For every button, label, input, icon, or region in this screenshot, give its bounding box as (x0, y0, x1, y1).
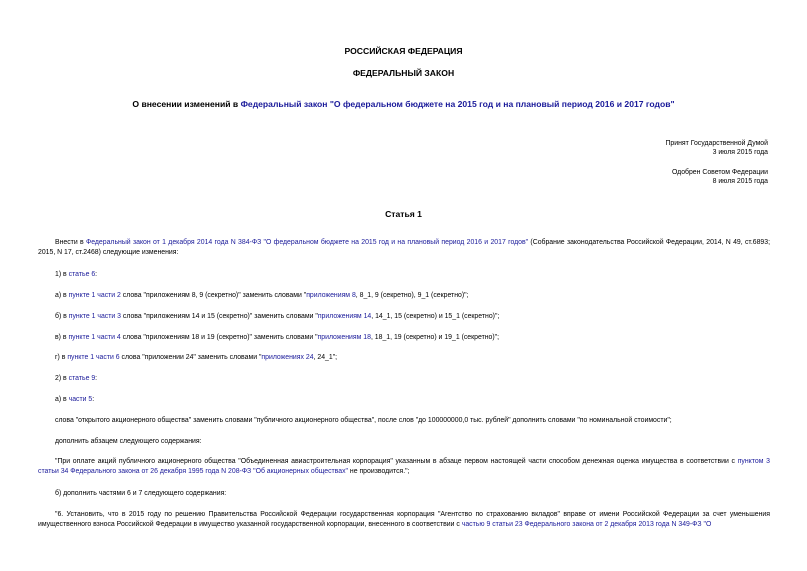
item-1b-text-2: слова "приложениям 14 и 15 (секретно)" заменить словами " (121, 313, 318, 320)
quote-paragraph-1 (38, 457, 770, 477)
intro-paragraph (38, 238, 770, 258)
item-1v-text-3: , 18_1, 19 (секретно) и 19_1 (секретно)"; (370, 334, 500, 341)
annex-24-link[interactable]: приложениях 24 (261, 354, 314, 361)
law-349-link[interactable]: частью 9 статьи 23 Федерального закона от 2 декабря 2013 года N 349-ФЗ "О (461, 521, 712, 528)
item-1g-text-3: , 24_1"; (313, 354, 338, 361)
item-1g-text-1: г) в (55, 354, 68, 361)
adopted-by-duma: Принят Государственной Думой (665, 140, 768, 147)
item-1 (55, 270, 97, 280)
item-2 (55, 374, 97, 384)
quote-paragraph-2 (38, 510, 770, 530)
item-2a (55, 395, 94, 405)
item-1g (55, 353, 337, 363)
item-1g-text-2: слова "приложении 24" заменить словами " (119, 354, 262, 361)
item-1v-text-1: в) в (55, 334, 69, 341)
item-2a-colon: : (92, 396, 95, 403)
quote-1-text-1: "При оплате акций публичного акционерного общества "Объединенная авиастроительная корпорация" указанным в абзаце первом настоящей части способом денежная оценка имущества в соответствии с (55, 458, 738, 465)
law-type-heading: ФЕДЕРАЛЬНЫЙ ЗАКОН (352, 68, 455, 78)
item-1a (55, 291, 469, 301)
item-1a-text-3: , 8_1, 9 (секретно), 9_1 (секретно)"; (355, 292, 469, 299)
intro-text-1: Внести в (55, 239, 86, 246)
item-1a-text-2: слова "приложениям 8, 9 (секретно)" заменить словами " (120, 292, 307, 299)
p1-part6-link[interactable]: пункте 1 части 6 (67, 354, 120, 361)
article-9-link[interactable]: статье 9 (68, 375, 96, 382)
item-2a-text: а) в (55, 396, 69, 403)
article-6-link[interactable]: статье 6 (68, 271, 96, 278)
item-1-colon: : (95, 271, 98, 278)
country-heading: РОССИЙСКАЯ ФЕДЕРАЦИЯ (344, 46, 463, 56)
item-1b-text-3: , 14_1, 15 (секретно) и 15_1 (секретно)"; (371, 313, 500, 320)
item-2b: б) дополнить частями 6 и 7 следующего содержания: (55, 490, 227, 497)
approved-date: 8 июля 2015 года (712, 178, 768, 185)
item-1a-text-1: а) в (55, 292, 69, 299)
item-2a-add: дополнить абзацем следующего содержания: (55, 438, 202, 445)
part-5-link[interactable]: части 5 (68, 396, 93, 403)
p1-part4-link[interactable]: пункте 1 части 4 (68, 334, 121, 341)
p1-part2-link[interactable]: пункте 1 части 2 (68, 292, 121, 299)
item-2-colon: : (95, 375, 98, 382)
adopted-date: 3 июля 2015 года (712, 149, 768, 156)
item-1-text: 1) в (55, 271, 69, 278)
amended-law-link[interactable]: Федеральный закон "О федеральном бюджете на 2015 год и на плановый период 2016 и 2017 годов" (240, 99, 675, 109)
item-1v-text-2: слова "приложениям 18 и 19 (секретно)" заменить словами " (120, 334, 318, 341)
annex-8-link[interactable]: приложениям 8 (306, 292, 356, 299)
item-1v (55, 333, 499, 343)
law-208-link[interactable]: пунктом 3 статьи 34 Федерального закона от 26 декабря 1995 года N 208-ФЗ "Об акционерных обществах" (38, 458, 770, 475)
item-1b (55, 312, 499, 322)
quote-1-text-2: не производится."; (347, 468, 410, 475)
annex-14-link[interactable]: приложениям 14 (317, 313, 372, 320)
item-2a-words: слова "открытого акционерного общества" заменить словами "публичного акционерного общества", после слов "до 100000000,0 тыс. рублей" дополнить словами "по номинальной стоимости"; (55, 417, 672, 424)
item-1b-text-1: б) в (55, 313, 69, 320)
law-title (0, 99, 807, 109)
approved-by-council: Одобрен Советом Федерации (671, 169, 768, 176)
intro-text-2: (Собрание законодательства Российской Федерации, 2014, N 49, ст.6893; 2015, N 17, ст.2468) следующие изменения: (38, 239, 770, 256)
law-384-link[interactable]: Федеральный закон от 1 декабря 2014 года N 384-ФЗ "О федеральном бюджете на 2015 год и на плановый период 2016 и 2017 годов" (85, 239, 529, 246)
quote-2-text-1: "6. Установить, что в 2015 году по решению Правительства Российской Федерации государственная корпорация "Агентство по страхованию вкладов" вправе от имени Российской Федерации за счет уменьшения имущественного взноса Российской Федерации в имущество указанной государственной корпорации, внесенного в соответствии с (38, 511, 770, 528)
p1-part3-link[interactable]: пункте 1 части 3 (68, 313, 121, 320)
law-title-text: О внесении изменений в (132, 99, 241, 109)
article-title: Статья 1 (385, 209, 422, 219)
annex-18-link[interactable]: приложениям 18 (317, 334, 371, 341)
item-2-text: 2) в (55, 375, 69, 382)
